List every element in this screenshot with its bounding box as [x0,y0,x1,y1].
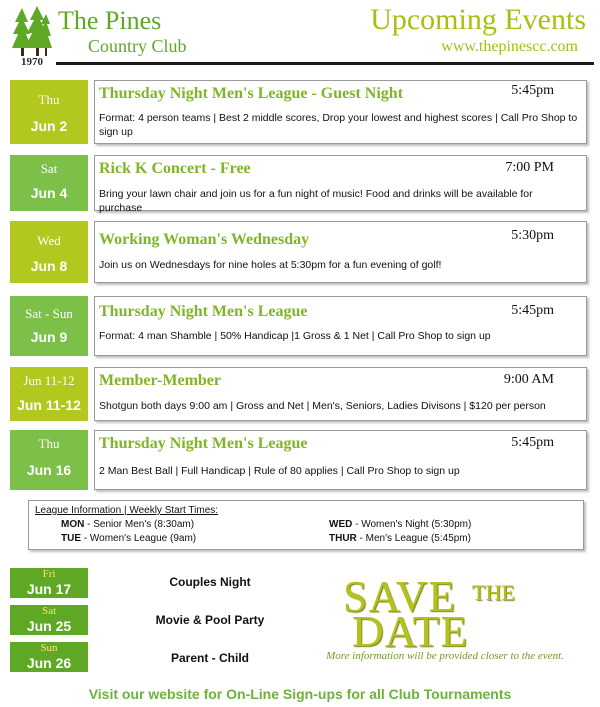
upcoming-date-box [10,568,88,598]
event-card [94,80,587,144]
upcoming-day: Fri [42,568,56,580]
event-date: Jun 9 [30,329,68,345]
event-time: 5:45pm [511,83,554,98]
club-name: The Pines [58,6,162,35]
event-time: 9:00 AM [503,372,554,387]
page-title: Upcoming Events [370,3,586,36]
event-description: Shotgun both days 9:00 am | Gross and Net | Men's, Seniors, Ladies Divisons | $120 per person [99,400,546,412]
event-row [10,221,587,283]
event-date: Jun 4 [30,185,68,201]
event-description: 2 Man Best Ball | Full Handicap | Rule of 80 applies | Call Pro Shop to sign up [99,465,460,477]
save-the-date-date: DATE [352,607,469,656]
event-date-box [10,221,88,283]
upcoming-day: Sun [40,642,58,654]
event-date: Jun 11-12 [17,397,81,413]
event-card [94,430,587,490]
event-date-box [10,430,88,490]
event-date: Jun 8 [30,258,68,274]
footer-message: Visit our website for On-Line Sign-ups for all Club Tournaments [88,686,512,702]
event-title: Thursday Night Men's League [99,303,308,320]
event-date-box [10,296,88,356]
save-the-date-note: More information will be provided closer to the event. [326,650,564,662]
event-description: Format: 4 man Shamble | 50% Handicap |1 Gross & 1 Net | Call Pro Shop to sign up [99,330,491,342]
league-heading: League Information | Weekly Start Times: [35,505,219,516]
event-card [94,221,587,283]
event-time: 7:00 PM [505,160,554,175]
event-date-box [10,80,88,144]
upcoming-date: Jun 17 [26,581,72,597]
event-title: Member-Member [99,372,221,389]
event-day: Thu [38,436,60,451]
event-card [94,155,587,214]
league-item: TUE - Women's League (9am) [61,533,197,544]
event-row [10,367,587,421]
event-description: Format: 4 person teams | Best 2 middle scores, Drop your lowest and highest scores | Call Pro Shop to sign up [99,112,578,138]
league-item: WED - Women's Night (5:30pm) [329,519,472,530]
event-row [10,430,587,490]
event-card [94,367,587,421]
event-title: Rick K Concert - Free [99,160,251,177]
event-card [94,296,587,356]
event-title: Thursday Night Men's League [99,435,308,452]
upcoming-event-name: Movie & Pool Party [155,613,265,627]
event-date-box [10,367,88,421]
event-row [10,155,587,214]
website-link[interactable]: www.thepinescc.com [441,38,578,55]
event-day: Sat [40,161,58,176]
upcoming-date-box [10,642,88,672]
event-title: Thursday Night Men's League - Guest Night [99,85,404,102]
club-subtitle: Country Club [88,36,187,56]
upcoming-date: Jun 26 [26,655,72,671]
league-info-box [28,500,584,550]
save-the-date-save: SAVE [343,572,457,621]
save-the-date-the: THE [472,580,515,605]
league-item: MON - Senior Men's (8:30am) [61,519,195,530]
event-date: Jun 16 [26,462,72,478]
event-day: Jun 11-12 [23,373,75,388]
upcoming-event-name: Couples Night [169,575,251,589]
upcoming-date: Jun 25 [26,618,72,634]
event-day: Thu [38,92,60,107]
event-title: Working Woman's Wednesday [99,231,310,248]
club-founded-year: 1970 [21,56,43,68]
event-day: Wed [37,233,61,248]
event-date: Jun 2 [30,118,68,134]
upcoming-event-name: Parent - Child [170,651,249,665]
event-row [10,296,587,356]
event-time: 5:30pm [511,228,554,243]
event-time: 5:45pm [511,303,554,318]
event-day: Sat - Sun [25,306,73,321]
league-item: THUR - Men's League (5:45pm) [329,533,471,544]
event-row [10,80,587,144]
event-date-box [10,155,88,211]
event-description: Bring your lawn chair and join us for a fun night of music! Food and drinks will be available for purchase [99,188,533,214]
pine-tree-logo-icon [12,6,52,58]
event-description: Join us on Wednesdays for nine holes at 5:30pm for a fun evening of golf! [99,259,442,271]
upcoming-day: Sat [41,605,57,617]
header-divider [56,62,594,65]
event-time: 5:45pm [511,435,554,450]
upcoming-date-box [10,605,88,635]
